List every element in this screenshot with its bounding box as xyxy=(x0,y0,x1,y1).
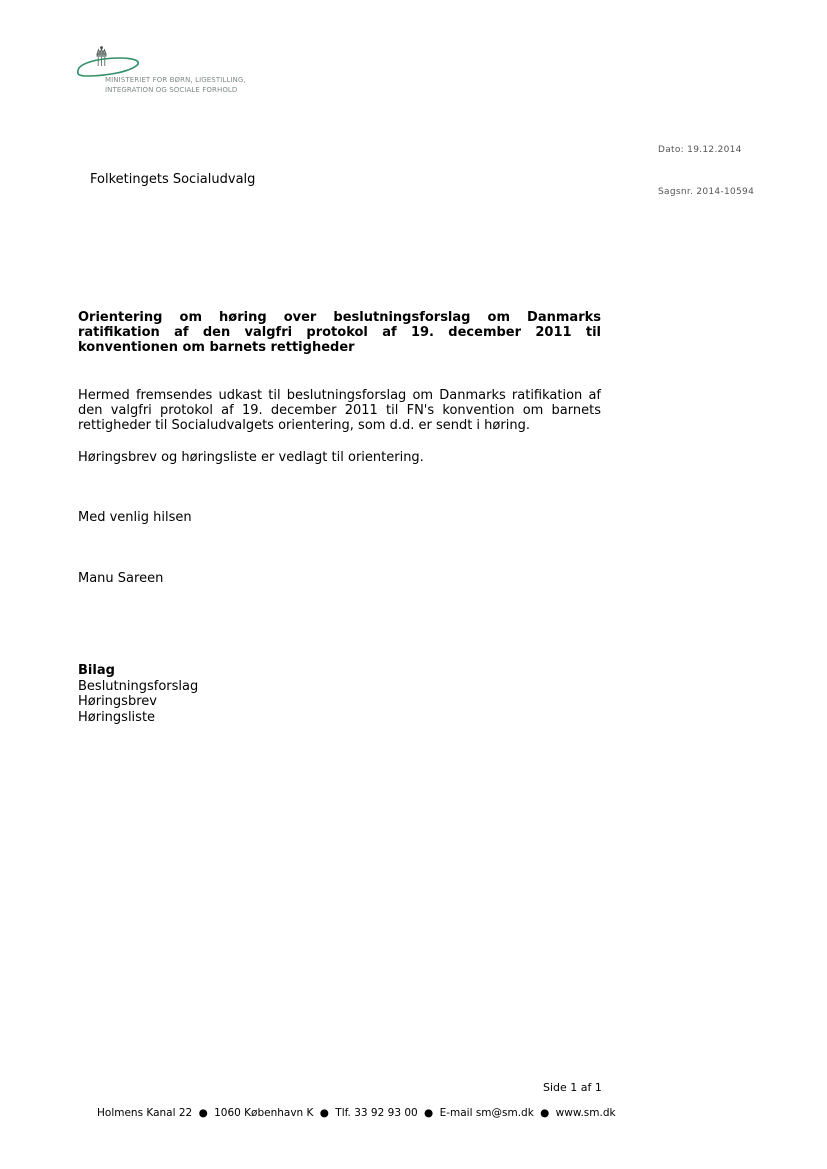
body-paragraph-2: Høringsbrev og høringsliste er vedlagt til orientering. xyxy=(78,450,424,465)
case-number: Sagsnr. 2014-10594 xyxy=(658,187,755,197)
bullet-icon: ● xyxy=(198,1107,208,1119)
bullet-icon: ● xyxy=(540,1107,550,1119)
footer-contact xyxy=(97,1107,616,1119)
footer-email[interactable]: E-mail sm@sm.dk xyxy=(439,1107,534,1119)
logo-text-line1: MINISTERIET FOR BØRN, LIGESTILLING, xyxy=(105,76,246,84)
bullet-icon: ● xyxy=(319,1107,329,1119)
footer-address: Holmens Kanal 22 xyxy=(97,1107,193,1119)
attachment-item: Høringsbrev xyxy=(78,694,157,709)
page-number: Side 1 af 1 xyxy=(543,1081,602,1094)
document-date: Dato: 19.12.2014 xyxy=(658,145,742,155)
attachment-item: Beslutningsforslag xyxy=(78,678,199,694)
footer-city: 1060 København K xyxy=(214,1107,314,1119)
subject-heading: Orientering om høring over beslutningsforslag om Danmarks ratifikation af den valgfri protokol af 19. december 2011 til konventionen om barnets rettigheder xyxy=(78,310,601,355)
footer-website[interactable]: www.sm.dk xyxy=(555,1107,616,1119)
logo-text-line2: INTEGRATION OG SOCIALE FORHOLD xyxy=(105,86,238,94)
bullet-icon: ● xyxy=(424,1107,434,1119)
closing-greeting: Med venlig hilsen xyxy=(78,510,192,525)
recipient: Folketingets Socialudvalg xyxy=(90,172,256,187)
ministry-logo xyxy=(76,46,276,98)
attachments-title: Bilag xyxy=(78,663,115,678)
body-paragraph-1: Hermed fremsendes udkast til beslutningsforslag om Danmarks ratifikation af den valgfri protokol af 19. december 2011 til FN's konvention om barnets rettigheder til Socialudvalgets orientering, som d.d. er sendt i høring. xyxy=(78,388,601,433)
attachments-section xyxy=(78,663,198,725)
footer-phone: Tlf. 33 92 93 00 xyxy=(335,1107,418,1119)
attachment-item: Høringsliste xyxy=(78,709,156,725)
signer-name: Manu Sareen xyxy=(78,571,164,586)
